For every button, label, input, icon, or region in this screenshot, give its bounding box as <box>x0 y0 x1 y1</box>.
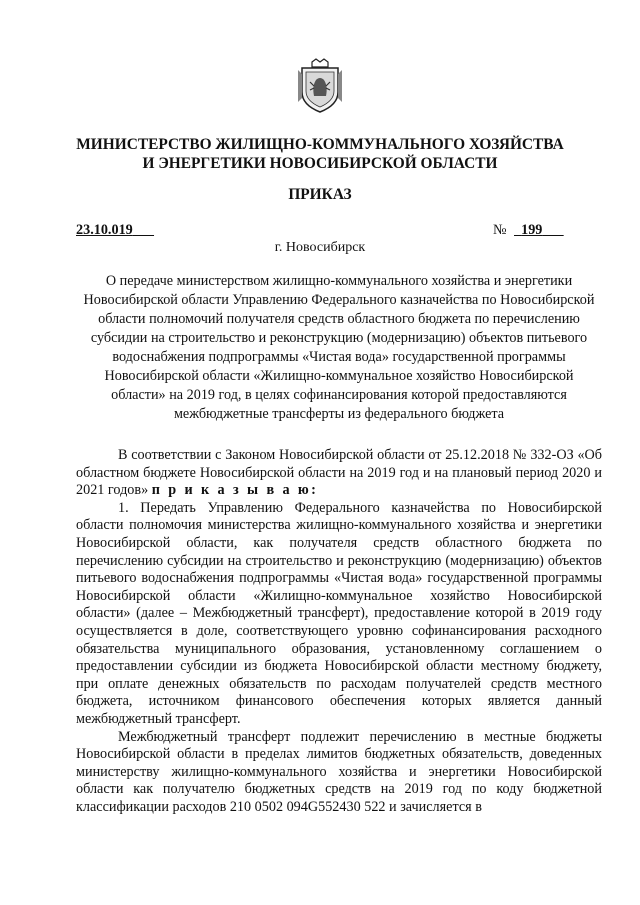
order-number <box>514 222 564 239</box>
ministry-line-2: И ЭНЕРГЕТИКИ НОВОСИБИРСКОЙ ОБЛАСТИ <box>142 155 498 172</box>
order-number-value: 199 <box>521 222 543 238</box>
intro-text: В соответствии с Законом Новосибирской области от 25.12.2018 № 332-ОЗ «Об областном бюджете Новосибирской области на 2019 год и на плановый период 2020 и 2021 годов» <box>76 447 602 499</box>
order-date-value: 23.10.019 <box>76 222 133 238</box>
order-number-label: № <box>493 222 507 238</box>
intro-paragraph <box>76 447 602 500</box>
order-date <box>76 222 154 239</box>
order-word: п р и к а з ы в а ю: <box>151 482 319 499</box>
paragraph-2: Межбюджетный трансферт подлежит перечислению в местные бюджеты Новосибирской области в пределах лимитов бюджетных обязательств, доведенных министерству жилищно-коммунального хозяйства и энергетики Новосибирской области как получателю бюджетных средств на 2019 год по коду бюджетной классификации расходов 210 0502 094G552430 522 и зачисляется в <box>76 728 602 815</box>
city: г. Новосибирск <box>274 240 366 255</box>
ministry-title <box>40 135 600 173</box>
order-subject: О передаче министерством жилищно-коммунального хозяйства и энергетики Новосибирской области Управлению Федерального казначейства по Новосибирской области полномочий получателя средств областного бюджета по перечислению субсидии на строительство и реконструкцию (модернизацию) объектов питьевого водоснабжения подпрограммы «Чистая вода» государственной программы Новосибирской области «Жилищно-коммунальное хозяйство Новосибирской области» на 2019 год, в целях софинансирования которой предоставляются межбюджетные трансферты из федерального бюджета <box>83 273 595 422</box>
novosibirsk-coat-of-arms-icon <box>296 58 344 114</box>
order-body <box>76 447 602 816</box>
ministry-line-1: МИНИСТЕРСТВО ЖИЛИЩНО-КОММУНАЛЬНОГО ХОЗЯЙСТВА <box>76 136 564 153</box>
document-type: ПРИКАЗ <box>288 186 352 203</box>
item-1-paragraph: 1. Передать Управлению Федерального казначейства по Новосибирской области полномочия министерства жилищно-коммунального хозяйства и энергетики Новосибирской области, как получателя средств областного бюджета по перечислению субсидии на строительство и реконструкцию (модернизацию) объектов питьевого водоснабжения подпрограммы «Чистая вода» государственной программы Новосибирской области «Жилищно-коммунальное хозяйство Новосибирской области» (далее – Межбюджетный трансферт), предоставление которой в 2019 году осуществляется в доле, соответствующего уровню софинансирования расходного обязательства муниципального образования, установленному соглашением о предоставлении субсидии из бюджета Новосибирской области местному бюджету, при оплате денежных обязательств по расходам получателей средств местного бюджета, источником финансового обеспечения которых является данный межбюджетный трансферт. <box>76 499 602 727</box>
